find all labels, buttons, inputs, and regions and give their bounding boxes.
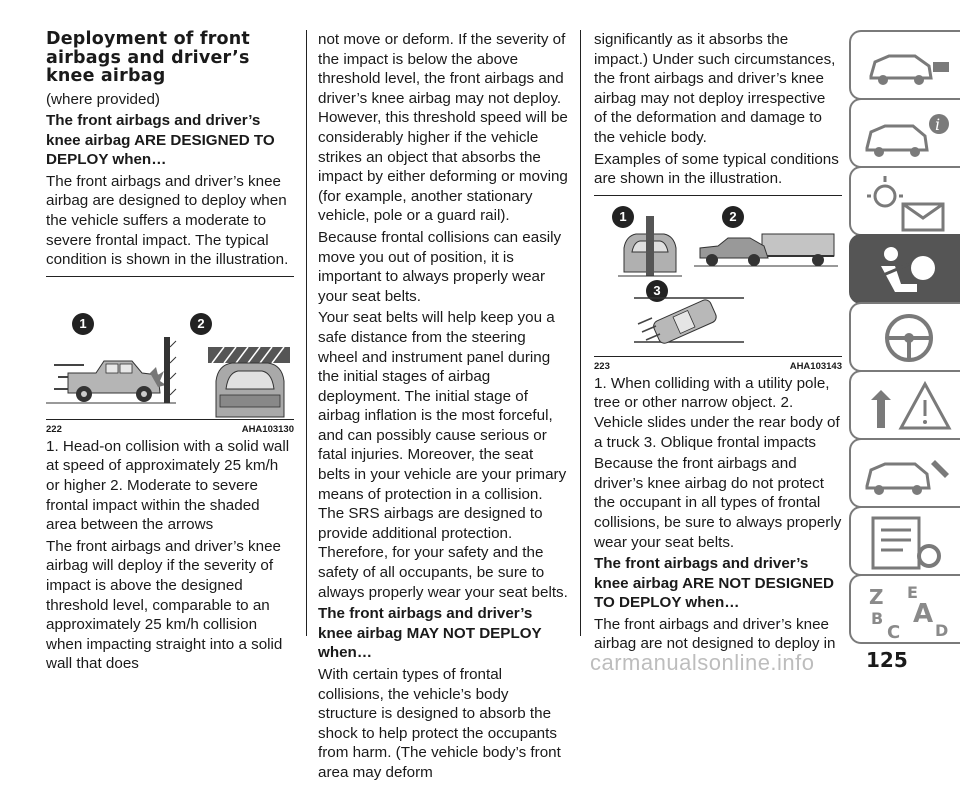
figure-222 [46, 276, 294, 420]
paragraph: not move or deform. If the severity of the impact is below the above threshold level, the front airbags and driver’s knee airbag may not deploy. However, this threshold speed will be considerably higher if the vehicle strikes an object that absorbs the impact by either deforming or moving (for example, another stationary vehicle, pole or a guard rail). [318, 31, 568, 225]
column-divider [580, 30, 581, 636]
subheading-may-not-deploy: The front airbags and driver’s knee airbag MAY NOT DEPLOY when… [318, 605, 542, 662]
paragraph: Because the front airbags and driver’s knee airbag do not protect the occupant in all types of frontal collisions, be sure to always properly wear your seat belts. [594, 455, 842, 551]
head-on-collision-illustration [46, 277, 294, 419]
column-1 [46, 30, 294, 676]
watermark: carmanualsonline.info [590, 650, 815, 675]
figure-badge-1: 1 [72, 313, 94, 335]
warning-lights-icon [851, 168, 960, 238]
paragraph: Your seat belts will help keep you a safe distance from the steering wheel and instrument panel during the initial stages of airbag deployment. The initial stage of airbag inflation is the most forceful, and can possibly cause serious or fatal injuries. Moreover, the seat belts in your vehicle are your primary means of protection in a collision. The SRS airbags are designed to provide additional protection. Therefore, for your safety and the safety of all occupants, be sure to always properly wear your seat belts. [318, 309, 568, 601]
tab-steering-wheel[interactable] [849, 302, 960, 372]
tab-car-service[interactable] [849, 438, 960, 508]
figure-caption [46, 424, 294, 435]
paragraph: The front airbags and driver’s knee airbag are not designed to deploy in [594, 615, 836, 653]
page-number: 125 [866, 648, 908, 672]
figure-legend: 1. Head-on collision with a solid wall at speed of approximately 25 km/h or higher 2. Moderate to severe frontal impact within the shaded area between the arrows [46, 437, 290, 534]
svg-text:A: A [913, 599, 934, 629]
column-divider [306, 30, 307, 636]
figure-badge-3: 3 [646, 280, 668, 302]
subheading-not-designed: The front airbags and driver’s knee airbag ARE NOT DESIGNED TO DEPLOY when… [594, 555, 834, 612]
figure-badge-1: 1 [612, 206, 634, 228]
tab-car-info[interactable] [849, 98, 960, 168]
section-title: Deployment of front airbags and driver’s knee airbag [46, 29, 250, 86]
subheading-deploy: The front airbags and driver’s knee airbag ARE DESIGNED TO DEPLOY when… [46, 112, 275, 169]
provided-note: (where provided) [46, 90, 160, 108]
figure-caption [594, 361, 842, 372]
steering-wheel-icon [851, 304, 960, 374]
alphabet-index-icon [851, 576, 960, 646]
column-3 [594, 30, 842, 656]
paragraph: The front airbags and driver’s knee airbag are designed to deploy when the vehicle suffers a moderate to severe frontal impact. The typical condition is shown in the illustration. [46, 172, 289, 269]
tab-warning-triangle[interactable] [849, 370, 960, 440]
svg-text:D: D [935, 621, 949, 640]
paragraph: Examples of some typical conditions are shown in the illustration. [594, 150, 839, 188]
paragraph: The front airbags and driver’s knee airbag will deploy if the severity of impact is above the designed threshold level, comparable to an approximately 25 km/h collision when impacting straight into a solid wall that does [46, 537, 283, 673]
figure-code: AHA103143 [789, 360, 842, 372]
car-service-icon [851, 440, 960, 510]
airbag-seat-icon [851, 236, 960, 306]
tab-warning-lights[interactable] [849, 166, 960, 236]
svg-text:E: E [907, 583, 918, 602]
car-key-icon [851, 32, 960, 102]
svg-text:i: i [935, 115, 941, 134]
figure-badge-2: 2 [722, 206, 744, 228]
warning-triangle-icon [851, 372, 960, 442]
may-not-deploy-illustration [594, 196, 842, 356]
paragraph: significantly as it absorbs the impact.) Under such circumstances, the front airbags and driver’s knee airbag may not deploy irrespective of the deformation and damage to the vehicle body. [594, 31, 836, 146]
tab-car-key[interactable] [849, 30, 960, 100]
tab-airbag-seat[interactable] [849, 234, 960, 304]
paragraph: With certain types of frontal collisions, the vehicle’s body structure is designed to absorb the shock to help protect the occupants from harm. (The vehicle body’s front area may deform [318, 666, 561, 781]
paragraph: Because frontal collisions can easily move you out of position, it is important to always properly wear your seat belts. [318, 228, 562, 305]
settings-list-icon [851, 508, 960, 578]
figure-number: 222 [46, 423, 62, 435]
figure-badge-2: 2 [190, 313, 212, 335]
svg-text:Z: Z [869, 585, 884, 609]
figure-legend: 1. When colliding with a utility pole, tree or other narrow object. 2. Vehicle slides under the rear body of a truck 3. Oblique frontal impacts [594, 374, 840, 451]
svg-text:C: C [887, 622, 901, 643]
figure-code: AHA103130 [241, 423, 294, 435]
tab-settings-list[interactable] [849, 506, 960, 576]
figure-number: 223 [594, 360, 610, 372]
figure-223 [594, 195, 842, 357]
column-2 [318, 30, 568, 785]
tab-alphabet-index[interactable] [849, 574, 960, 644]
car-info-icon [851, 100, 960, 170]
svg-text:B: B [871, 609, 884, 628]
